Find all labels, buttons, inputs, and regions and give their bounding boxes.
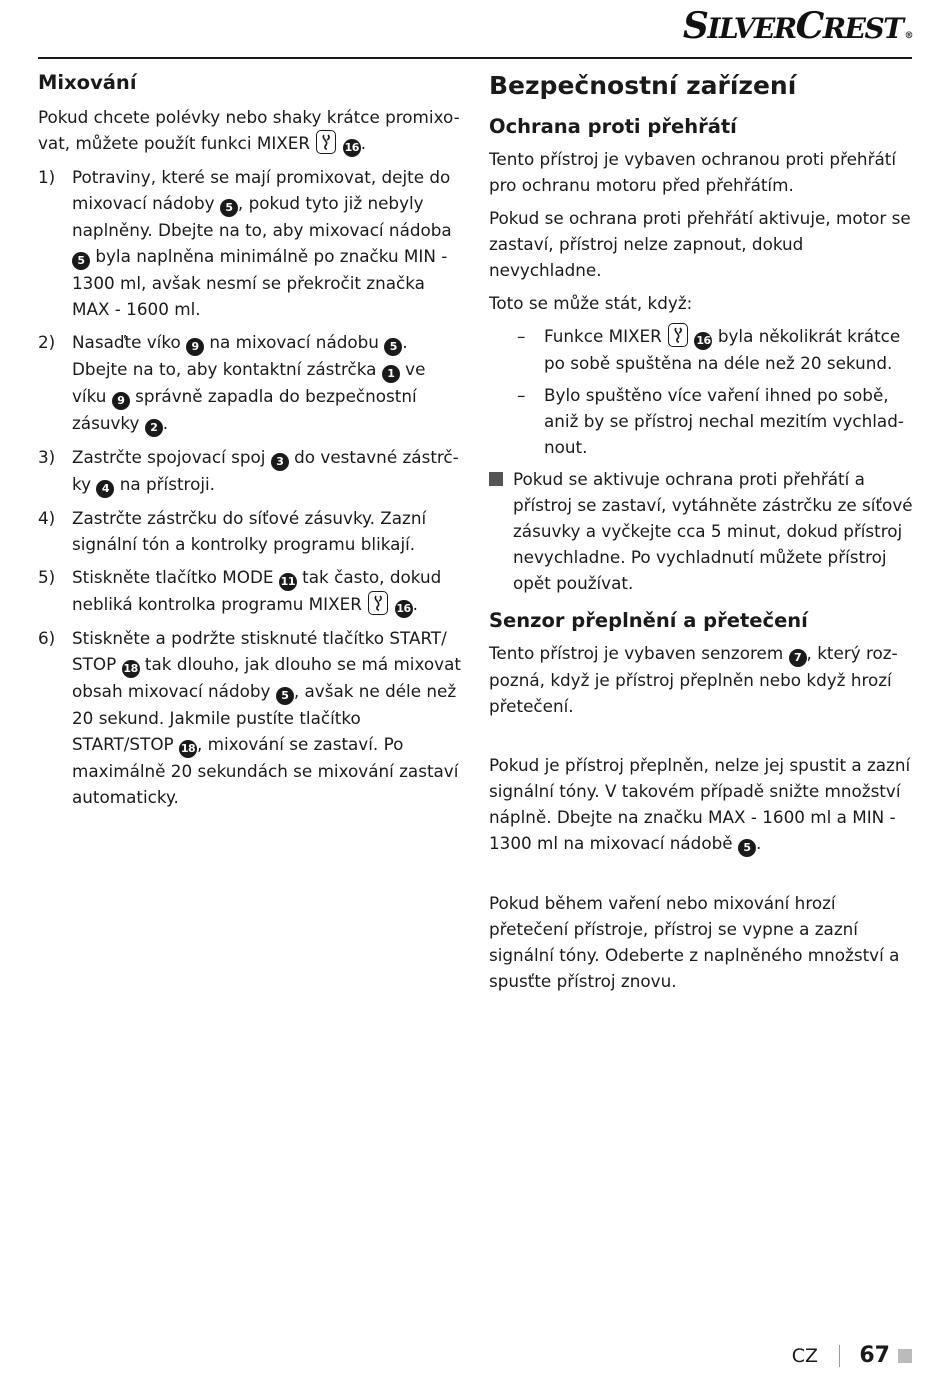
mixing-steps	[38, 164, 462, 810]
mixing-intro: Pokud chcete polévky nebo shaky krátce promixo-vat, můžete použít funkci MIXER 16 .	[38, 104, 462, 157]
bullet-item: Pokud se aktivuje ochrana proti přehřátí a přístroj se zastaví, vytáhněte zástrčku ze síťové zásuvky a vyčkejte cca 5 minut, dokud přístroj nevychladne. Po vychladnutí můžete přístroj opět používat.	[489, 466, 913, 596]
callout-16: 16	[343, 139, 361, 157]
list-item: 1) Potraviny, které se mají promixovat, dejte do mixovací nádoby 5 , pokud tyto již nebyly naplněny. Dbejte na to, aby mixovací nádoba 5 byla naplněna minimálně po značku MIN - 1300 ml, avšak nesmí se překročit značka MAX - 1600 ml.	[38, 167, 452, 319]
paragraph: Pokud se ochrana proti přehřátí aktivuje, motor se zastaví, přístroj nelze zapnout, dokud nevychladne.	[489, 208, 911, 280]
mixer-icon	[668, 323, 688, 347]
list-item: 4) Zastrčte zástrčku do síťové zásuvky. Zazní signální tón a kontrolky programu blikají.	[38, 508, 427, 554]
paragraph: Pokud je přístroj přeplněn, nelze jej spustit a zazní signální tóny. V takovém případě snižte množství náplně. Dbejte na značku MAX - 1600 ml a MIN - 1300 ml na mixovací nádobě 5 .	[489, 752, 913, 857]
callout-5: 5	[738, 839, 756, 857]
callout-5: 5	[384, 338, 402, 356]
mixer-icon	[368, 591, 388, 615]
left-column	[38, 66, 462, 817]
callout-1: 1	[382, 365, 400, 383]
callout-7: 7	[789, 649, 807, 667]
paragraph: Pokud během vaření nebo mixování hrozí přetečení přístroje, přístroj se vypne a zazní signální tóny. Odeberte z naplněného množství a spusťte přístroj znovu.	[489, 893, 900, 991]
mixer-icon	[316, 130, 336, 154]
callout-2: 2	[145, 419, 163, 437]
callout-4: 4	[96, 480, 114, 498]
callout-16: 16	[395, 600, 413, 618]
subtitle-overheat: Ochrana proti přehřátí	[489, 115, 737, 138]
section-title-mixing: Mixování	[38, 71, 137, 94]
paragraph: Tento přístroj je vybaven senzorem 7 , který roz-pozná, když je přístroj přeplněn nebo když hrozí přetečení.	[489, 643, 898, 716]
callout-9: 9	[186, 338, 204, 356]
dash-item: – Bylo spuštěno více vaření ihned po sobě, aniž by se přístroj nechal mezitím vychlad-nout.	[517, 385, 904, 457]
footer-square-icon	[898, 1349, 912, 1363]
list-item: 3) Zastrčte spojovací spoj 3 do vestavné zástrč-ky 4 na přístroji.	[38, 444, 462, 498]
callout-11: 11	[279, 573, 297, 591]
square-bullet-icon	[489, 472, 503, 486]
subtitle-overfill-sensor: Senzor přeplnění a přetečení	[489, 609, 808, 632]
language-code: CZ	[791, 1345, 818, 1367]
callout-9: 9	[112, 392, 130, 410]
right-column	[489, 66, 913, 1001]
list-item: 2) Nasaďte víko 9 na mixovací nádobu 5 . Dbejte na to, aby kontaktní zástrčka 1 ve víku 9 správně zapadla do bezpečnostní zásuvky 2 .	[38, 329, 462, 437]
callout-16: 16	[694, 332, 712, 350]
header-rule	[38, 57, 912, 59]
page-number: 67	[859, 1343, 890, 1368]
list-item: 5) Stiskněte tlačítko MODE 11 tak často, dokud nebliká kontrolka programu MIXER 16 .	[38, 564, 462, 618]
brand-logo: SILVERCREST ®	[682, 5, 912, 47]
footer-divider	[839, 1345, 840, 1367]
callout-5: 5	[220, 199, 238, 217]
dash-item: – Funkce MIXER 16 byla několikrát krátce po sobě spuštěna na déle než 20 sekund.	[489, 323, 913, 376]
paragraph: Toto se může stát, když:	[489, 293, 693, 313]
paragraph: Tento přístroj je vybaven ochranou proti přehřátí pro ochranu motoru před přehřátím.	[489, 149, 896, 195]
callout-5: 5	[72, 252, 90, 270]
list-item: 6) Stiskněte a podržte stisknuté tlačítko START/ STOP 18 tak dlouho, jak dlouho se má mixovat obsah mixovací nádoby 5 , avšak ne déle než 20 sekund. Jakmile pustíte tlačítko START/STOP 18 , mixování se zastaví. Po maximálně 20 sekundách se mixování zastaví automaticky.	[38, 628, 461, 807]
section-title-safety: Bezpečnostní zařízení	[489, 71, 797, 100]
callout-5: 5	[276, 687, 294, 705]
callout-18: 18	[122, 660, 140, 678]
callout-3: 3	[271, 453, 289, 471]
callout-18: 18	[179, 740, 197, 758]
